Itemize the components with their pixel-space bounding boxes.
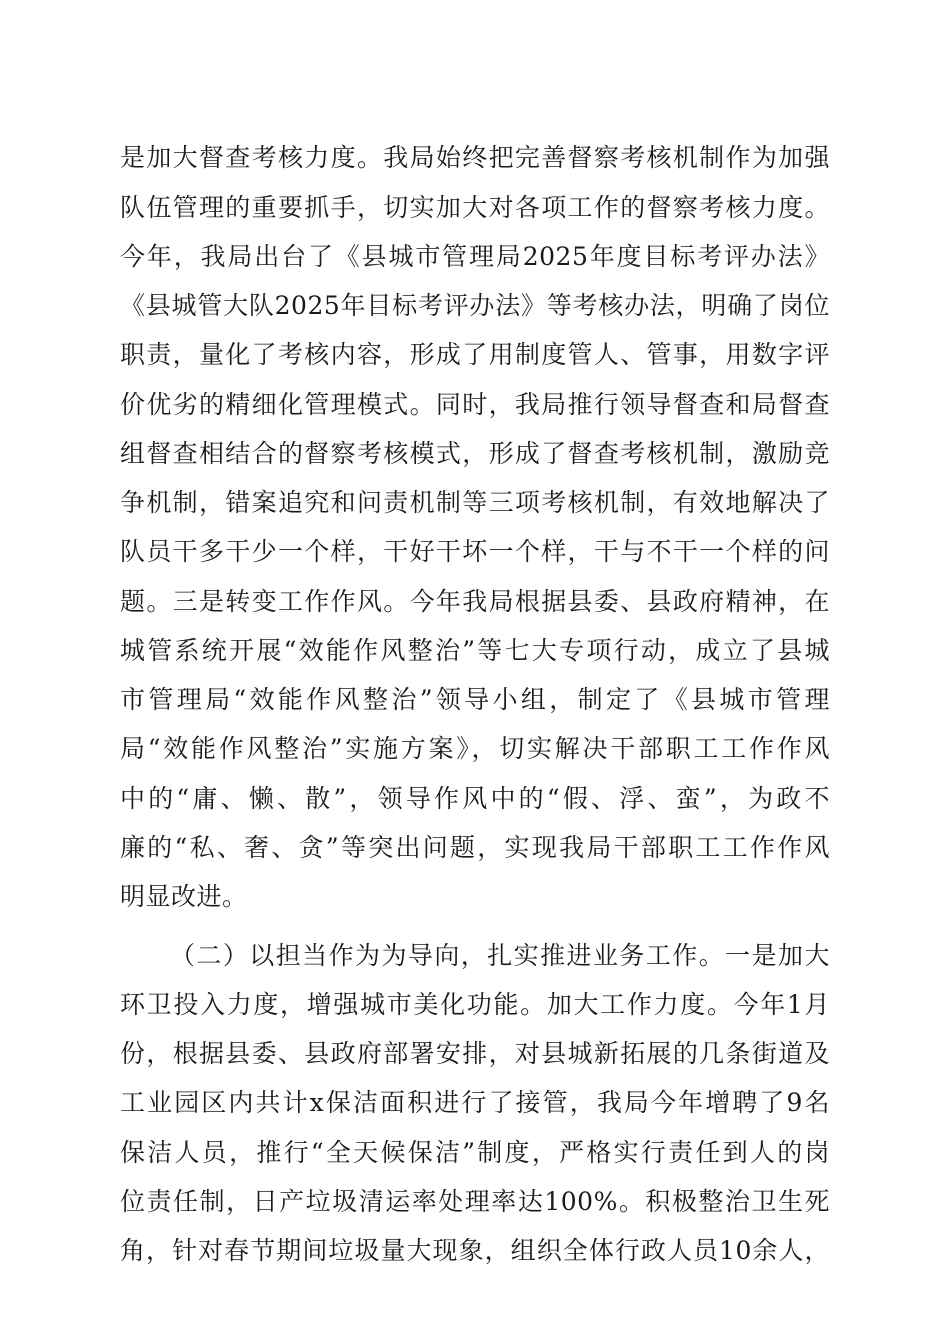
text-line: 今年，我局出台了《县城市管理局2025年度目标考评办法》 (120, 242, 830, 271)
text-line: 是加大督查考核力度。我局始终把完善督察考核机制作为加强 (120, 143, 830, 172)
text-line: 角，针对春节期间垃圾量大现象，组织全体行政人员10余人， (120, 1236, 830, 1265)
text-line: 中的“庸、懒、散”，领导作风中的“假、浮、蛮”，为政不 (120, 784, 830, 813)
text-line: 廉的“私、奢、贪”等突出问题，实现我局干部职工工作作风 (120, 833, 830, 862)
text-line: 价优劣的精细化管理模式。同时，我局推行领导督查和局督查 (120, 390, 830, 419)
text-line: 环卫投入力度，增强城市美化功能。加大工作力度。今年1月 (120, 990, 830, 1019)
text-line: 份，根据县委、县政府部署安排，对县城新拓展的几条街道及 (120, 1039, 830, 1068)
text-line: 局“效能作风整治”实施方案》，切实解决干部职工工作作风 (120, 734, 830, 763)
text-line: 队伍管理的重要抓手，切实加大对各项工作的督察考核力度。 (120, 193, 830, 222)
text-line: 市管理局“效能作风整治”领导小组，制定了《县城市管理 (120, 685, 830, 714)
text-line: 组督查相结合的督察考核模式，形成了督查考核机制，激励竞 (120, 439, 830, 468)
text-line: 位责任制，日产垃圾清运率处理率达100%。积极整治卫生死 (120, 1187, 830, 1216)
text-line: 职责，量化了考核内容，形成了用制度管人、管事，用数字评 (120, 340, 830, 369)
text-line: 题。三是转变工作作风。今年我局根据县委、县政府精神，在 (120, 587, 830, 616)
section-heading-line: （二）以担当作为为导向，扎实推进业务工作。一是加大 (170, 941, 830, 970)
text-line: 城管系统开展“效能作风整治”等七大专项行动，成立了县城 (120, 636, 830, 665)
text-line: 保洁人员，推行“全天候保洁”制度，严格实行责任到人的岗 (120, 1138, 830, 1167)
text-line: 明显改进。 (120, 882, 248, 911)
text-line: 队员干多干少一个样，干好干坏一个样，干与不干一个样的问 (120, 537, 830, 566)
text-line: 工业园区内共计x保洁面积进行了接管，我局今年增聘了9名 (120, 1088, 830, 1117)
text-line: 争机制，错案追究和问责机制等三项考核机制，有效地解决了 (120, 488, 830, 517)
text-line: 《县城管大队2025年目标考评办法》等考核办法，明确了岗位 (120, 291, 830, 320)
